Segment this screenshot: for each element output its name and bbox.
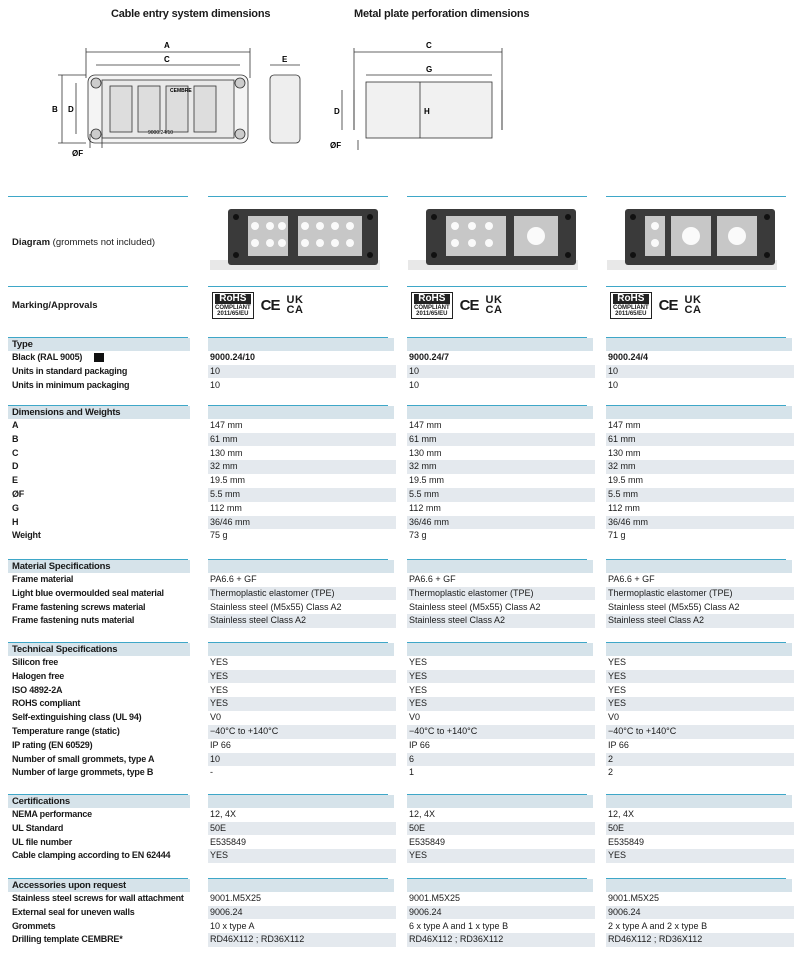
divider: [606, 196, 786, 197]
value-cell: Stainless steel (M5x55) Class A2: [608, 601, 740, 612]
section-title: Certifications: [12, 796, 70, 807]
value-cell: Thermoplastic elastomer (TPE): [606, 587, 794, 601]
value-cell: -: [210, 767, 213, 778]
table-row: [8, 906, 794, 920]
value-cell: YES: [407, 849, 595, 863]
section-title: Technical Specifications: [12, 644, 118, 655]
header-band: [407, 795, 593, 808]
row-label: B: [12, 433, 19, 444]
diagram-note: (grommets not included): [52, 237, 156, 248]
dim-label-d: D: [68, 105, 74, 114]
value-cell: 9001.M5X25: [608, 893, 660, 903]
rohs-icon: RoHS COMPLIANT 2011/65/EU: [610, 292, 652, 319]
ce-icon: CE: [260, 296, 280, 314]
value-cell: 50E: [208, 822, 396, 836]
table-row: [8, 488, 794, 502]
part-number-label: 9000.24/10: [148, 130, 174, 136]
value-cell: YES: [608, 657, 627, 667]
ukca-icon: UK CA: [286, 294, 304, 316]
value-cell: 12, 4X: [210, 809, 237, 819]
divider: [606, 286, 786, 287]
table-row: [8, 933, 794, 947]
table-row: [8, 502, 794, 516]
table-row: [8, 460, 794, 474]
value-cell: 112 mm: [608, 502, 640, 513]
row-label: Cable clamping according to EN 62444: [12, 850, 171, 861]
table-row: [8, 920, 794, 934]
value-cell: PA6.6 + GF: [409, 574, 456, 584]
value-cell: YES: [606, 670, 794, 684]
value-cell: V0: [409, 712, 421, 723]
value-cell: Stainless steel Class A2: [407, 614, 595, 628]
table-row: [8, 447, 794, 461]
dim-label-a: A: [164, 41, 170, 50]
black-swatch-icon: [94, 353, 104, 362]
value-cell: 10: [407, 365, 595, 379]
table-row: [8, 614, 794, 628]
value-cell: 10: [208, 365, 396, 379]
ce-icon: CE: [459, 296, 479, 314]
table-row: [8, 601, 794, 615]
section-title: Accessories upon request: [12, 880, 126, 891]
row-label: D: [12, 461, 19, 472]
header-band: [208, 560, 394, 573]
ukca-icon: UK CA: [684, 294, 702, 316]
value-cell: 19.5 mm: [608, 475, 644, 486]
row-label: ISO 4892-2A: [12, 684, 63, 695]
row-label: External seal for uneven walls: [12, 906, 135, 917]
brand-label: CEMBRE: [170, 88, 192, 94]
value-cell: 50E: [606, 822, 794, 836]
table-row: [8, 433, 794, 447]
divider: [407, 286, 587, 287]
row-label: H: [12, 516, 19, 527]
value-cell: 19.5 mm: [210, 475, 246, 486]
divider: [8, 286, 188, 287]
value-cell: E535849: [608, 836, 645, 847]
row-label: Light blue overmoulded seal material: [12, 587, 164, 598]
value-cell: RD46X112 ; RD36X112: [407, 933, 595, 947]
row-label: Frame fastening screws material: [12, 601, 146, 612]
value-cell: 130 mm: [210, 447, 243, 458]
table-row: [8, 365, 794, 379]
table-row: [8, 753, 794, 767]
header-band: [208, 338, 394, 351]
dim-label-f2: ØF: [330, 141, 342, 150]
value-cell: YES: [409, 684, 428, 695]
value-cell: 147 mm: [608, 420, 641, 430]
value-cell: YES: [208, 697, 396, 711]
dim-label-c2: C: [426, 41, 432, 50]
value-cell: 36/46 mm: [208, 516, 396, 530]
table-row: [8, 670, 794, 684]
value-cell: 5.5 mm: [208, 488, 396, 502]
row-label: UL Standard: [12, 822, 64, 833]
table-row: [8, 711, 794, 725]
value-cell: 2: [606, 753, 794, 767]
table-row: [8, 474, 794, 488]
dim-label-h: H: [424, 107, 430, 116]
row-label: Stainless steel screws for wall attachment: [12, 893, 184, 903]
table-row: [8, 822, 794, 836]
value-cell: YES: [409, 657, 428, 667]
value-cell: 2: [608, 767, 614, 778]
value-cell: 147 mm: [409, 420, 442, 430]
row-label: Silicon free: [12, 657, 59, 667]
table-row: [8, 684, 794, 698]
row-label: Weight: [12, 530, 41, 541]
header-band: [606, 643, 792, 656]
value-cell: YES: [407, 670, 595, 684]
table-row: [8, 766, 794, 780]
header-band: [208, 879, 394, 892]
value-cell: −40°C to +140°C: [208, 725, 396, 739]
value-cell: 147 mm: [210, 420, 243, 430]
section-header: [8, 406, 794, 419]
table-row: [8, 808, 794, 822]
cable-entry-title: Cable entry system dimensions: [111, 8, 271, 20]
value-cell: 1: [409, 767, 415, 778]
table-row: [8, 849, 794, 863]
table-row: [8, 892, 794, 906]
rohs-icon: RoHS COMPLIANT 2011/65/EU: [212, 292, 254, 319]
section-header: [8, 560, 794, 573]
value-cell: YES: [608, 684, 627, 695]
table-row: [8, 351, 794, 365]
value-cell: 9001.M5X25: [210, 893, 262, 903]
row-label: ROHS compliant: [12, 698, 81, 709]
dim-label-e: E: [282, 55, 288, 64]
value-cell: 9006.24: [606, 906, 794, 920]
value-cell: PA6.6 + GF: [210, 574, 257, 584]
value-cell: Stainless steel (M5x55) Class A2: [210, 601, 342, 612]
row-label: Frame fastening nuts material: [12, 615, 135, 626]
value-cell: 75 g: [210, 530, 228, 541]
value-cell: 61 mm: [606, 433, 794, 447]
header-band: [208, 406, 394, 419]
value-cell: V0: [608, 712, 620, 723]
value-cell: RD46X112 ; RD36X112: [606, 933, 794, 947]
row-label: Self-extinguishing class (UL 94): [12, 712, 142, 723]
approval-marks: [411, 290, 502, 320]
product-image-4: [607, 205, 777, 270]
value-cell: 6: [407, 753, 595, 767]
row-label: UL file number: [12, 836, 73, 847]
table-row: [8, 725, 794, 739]
approval-marks: [610, 290, 701, 320]
value-cell: 5.5 mm: [606, 488, 794, 502]
dim-label-d2: D: [334, 107, 340, 116]
header-band: [208, 795, 394, 808]
header-band: [208, 643, 394, 656]
value-cell: Stainless steel Class A2: [606, 614, 794, 628]
value-cell: 112 mm: [210, 502, 242, 513]
value-cell: 130 mm: [409, 447, 442, 458]
row-label: Number of small grommets, type A: [12, 753, 155, 764]
value-cell: 19.5 mm: [409, 475, 445, 486]
section-title: Dimensions and Weights: [12, 407, 121, 418]
divider: [407, 196, 587, 197]
approval-marks: [212, 290, 303, 320]
section-title: Type: [12, 339, 33, 350]
value-cell: 12, 4X: [409, 809, 436, 819]
value-cell: RD46X112 ; RD36X112: [208, 933, 396, 947]
value-cell: 71 g: [608, 530, 626, 541]
section-header: [8, 879, 794, 892]
divider: [208, 196, 388, 197]
table-row: [8, 516, 794, 530]
header-band: [407, 643, 593, 656]
value-cell: 112 mm: [409, 502, 441, 513]
table-row: [8, 836, 794, 850]
table-row: [8, 697, 794, 711]
dim-label-f: ØF: [72, 149, 84, 158]
dim-label-c: C: [164, 55, 170, 64]
header-band: [606, 795, 792, 808]
header-band: [606, 560, 792, 573]
header-band: [407, 406, 593, 419]
row-label: NEMA performance: [12, 809, 92, 819]
row-label: Units in standard packaging: [12, 365, 128, 376]
table-row: [8, 656, 794, 670]
perforation-drawing: [320, 30, 520, 160]
row-label: Units in minimum packaging: [12, 379, 130, 390]
header-band: [606, 879, 792, 892]
header-band: [407, 560, 593, 573]
perforation-title: Metal plate perforation dimensions: [354, 8, 530, 20]
value-cell: YES: [210, 684, 229, 695]
dim-label-g: G: [426, 65, 433, 74]
section-header: [8, 795, 794, 808]
value-cell: Thermoplastic elastomer (TPE): [208, 587, 396, 601]
value-cell: Thermoplastic elastomer (TPE): [407, 587, 595, 601]
product-image-7: [408, 205, 578, 270]
value-cell: 2 x type A and 2 x type B: [608, 920, 708, 931]
table-row: [8, 419, 794, 433]
value-cell: 61 mm: [208, 433, 396, 447]
value-cell: 9000.24/4: [608, 352, 649, 362]
divider: [8, 196, 188, 197]
table-row: [8, 379, 794, 393]
row-label: C: [12, 447, 19, 458]
value-cell: IP 66: [409, 739, 430, 750]
value-cell: −40°C to +140°C: [606, 725, 794, 739]
row-label: Frame material: [12, 574, 74, 584]
value-cell: 9000.24/10: [210, 352, 256, 362]
value-cell: PA6.6 + GF: [608, 574, 655, 584]
value-cell: 50E: [407, 822, 595, 836]
header-band: [606, 406, 792, 419]
value-cell: 36/46 mm: [407, 516, 595, 530]
value-cell: 73 g: [409, 530, 427, 541]
value-cell: Stainless steel Class A2: [208, 614, 396, 628]
value-cell: YES: [606, 849, 794, 863]
value-cell: 10: [208, 753, 396, 767]
value-cell: 12, 4X: [608, 809, 635, 819]
cable-entry-drawing: [40, 30, 320, 160]
row-label: G: [12, 502, 19, 513]
value-cell: YES: [208, 849, 396, 863]
value-cell: 32 mm: [606, 460, 794, 474]
dim-label-b: B: [52, 105, 58, 114]
value-cell: 10: [606, 365, 794, 379]
value-cell: 5.5 mm: [407, 488, 595, 502]
row-label: A: [12, 420, 19, 430]
diagram-label: Diagram: [12, 237, 51, 248]
row-label: Drilling template CEMBRE*: [12, 934, 123, 945]
value-cell: 6 x type A and 1 x type B: [409, 920, 509, 931]
value-cell: IP 66: [210, 739, 231, 750]
value-cell: −40°C to +140°C: [407, 725, 595, 739]
value-cell: V0: [210, 712, 222, 723]
value-cell: 9000.24/7: [409, 352, 450, 362]
value-cell: 10 x type A: [210, 920, 255, 931]
value-cell: 9001.M5X25: [409, 893, 461, 903]
value-cell: E535849: [210, 836, 247, 847]
divider: [208, 286, 388, 287]
header-band: [407, 879, 593, 892]
rohs-icon: RoHS COMPLIANT 2011/65/EU: [411, 292, 453, 319]
row-label: Temperature range (static): [12, 726, 120, 736]
value-cell: 61 mm: [407, 433, 595, 447]
value-cell: E535849: [409, 836, 446, 847]
row-label: IP rating (EN 60529): [12, 739, 93, 750]
table-row: [8, 529, 794, 543]
value-cell: YES: [407, 697, 595, 711]
value-cell: YES: [606, 697, 794, 711]
marking-label: Marking/Approvals: [12, 300, 98, 311]
value-cell: 10: [608, 379, 619, 390]
value-cell: YES: [210, 657, 229, 667]
value-cell: 10: [409, 379, 420, 390]
table-row: [8, 573, 794, 587]
row-label: Number of large grommets, type B: [12, 767, 154, 778]
row-label: E: [12, 475, 18, 486]
value-cell: 32 mm: [407, 460, 595, 474]
row-label: Black (RAL 9005): [12, 352, 83, 362]
section-header: [8, 338, 794, 351]
value-cell: 9006.24: [208, 906, 396, 920]
header-band: [407, 338, 593, 351]
ce-icon: CE: [658, 296, 678, 314]
value-cell: Stainless steel (M5x55) Class A2: [409, 601, 541, 612]
table-row: [8, 587, 794, 601]
header-band: [8, 338, 190, 351]
section-title: Material Specifications: [12, 561, 111, 572]
value-cell: 130 mm: [608, 447, 641, 458]
row-label: Grommets: [12, 920, 56, 931]
value-cell: 36/46 mm: [606, 516, 794, 530]
value-cell: 10: [210, 379, 221, 390]
table-row: [8, 739, 794, 753]
header-band: [606, 338, 792, 351]
value-cell: YES: [208, 670, 396, 684]
value-cell: IP 66: [608, 739, 629, 750]
product-image-10: [210, 205, 380, 270]
ukca-icon: UK CA: [485, 294, 503, 316]
value-cell: 9006.24: [407, 906, 595, 920]
value-cell: 32 mm: [208, 460, 396, 474]
row-label: ØF: [12, 489, 25, 499]
row-label: Halogen free: [12, 670, 65, 681]
section-header: [8, 643, 794, 656]
